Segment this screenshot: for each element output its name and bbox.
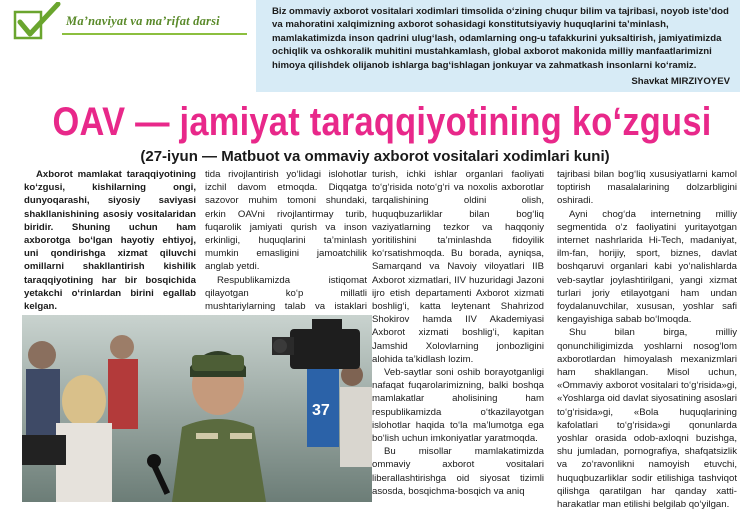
article-headline: OAV — jamiyat taraqqiyotining ko‘zgusi	[52, 100, 712, 144]
column-2-paragraph: tida rivojlantirish yo‘lidagi islohotlar izchil davom etmoqda. Diqqatga sazovor muhim tomoni shundaki, erkin OAVni rivojlantirmay turib, fuqarolik jamiyati qurish va inson erkinligi, huquqlarini ta’minlash mumkin emasligini jamoatchilik anglab yetdi.	[205, 169, 367, 273]
photo-illustration	[22, 315, 372, 502]
column-4-paragraph: Ayni chog‘da internetning milliy segmentida o‘z faoliyatini yuritayotgan internet nashrlarida Hi-Tech, madaniyat, ilm-fan, horijiy, sport, biznes, davlat boshqaruvi organlari kabi yo‘nalishlarda veb-saytlar joylashtirilgani, yangi xizmat turlari joriy etilayotgani ham undan foydalanuvchilar, xususan, yoshlar safi kengayishiga sabab bo‘lmoqda.	[557, 208, 737, 326]
column-4-paragraph: tajribasi bilan bog‘liq xususiyatlarni kamol toptirish masalalarining dolzarbligini oshiradi.	[557, 169, 737, 207]
column-2-paragraph: Respublikamizda istiqomat qilayotgan ko‘p millatli mushtariylarning talab va istaklari	[205, 274, 367, 313]
column-3-paragraph: Bu misollar mamlakatimizda ommaviy axborot vositalari liberallashtirishga oid siyosat tizimli asosda, bosqichma-bosqich va aniq	[372, 446, 544, 497]
section-divider	[62, 33, 247, 35]
quote-text: Biz ommaviy axborot vositalari xodimlari timsolida o‘zining chuqur bilim va tajribasi, noyob iste’dod va mahoratini xalqimizning axborot sohasidagi konstitutsiyaviy huquqlarini ta’minlash, mamlakatimizda inson qadrini ulug‘lash, odamlarning ong-u tafakkurini yuksaltirish, jamiyatimizda ochiqlik va oshkoralik muhitini mustahkamlash, global axborot makonida milliy manfaatlarimizni himoya qilishdek olijanob ishlarga bag‘ishlagan jonkuyar va zahmatkash insonlarni ko‘ramiz.	[272, 6, 729, 71]
quote-box	[256, 0, 740, 92]
article-subheadline: (27-iyun — Matbuot va ommaviy axborot vositalari xodimlari kuni)	[140, 148, 610, 165]
article-column-3	[372, 168, 544, 498]
article-column-4	[557, 168, 737, 511]
column-3-paragraph: turish, ichki ishlar organlari faoliyati to‘g‘risida noto‘g‘ri va noxolis axborotlar tarqalishining oldini olish, huquqbuzarliklar bilan bog‘liq vaziyatlarning tezkor va haqqoniy yoritilishini ta’minlashda fidoyilik ko‘rsatishmoqda. Bu borada, ayniqsa, Samarqand va Navoiy viloyatlari IIB Axborot xizmatlari, IIV huzuridagi Jazoni ijro etish departamenti Axborot xizmati boshlig‘i, katta leytenant Shahrizod Shokirov hamda IIV Akademiyasi Axborot xizmati boshlig‘i, kapitan Jamshid Xolovlarning jonbozligini alohida ta’kidlash lozim.	[372, 169, 544, 365]
article-photo	[22, 315, 372, 502]
article-column-2	[205, 168, 367, 340]
article-column-1	[24, 168, 196, 313]
photo-runner-number: 37	[312, 402, 330, 419]
column-4-paragraph: Shu bilan birga, milliy qonunchiligimizda yoshlarni nosog‘lom axborotlardan himoyalash mexanizmlari ham shakllangan. Misol uchun, «Ommaviy axborot vositalari to‘g‘risida»gi, «Yoshlarga oid davlat siyosatining asoslari to‘g‘risida»gi, «Bola huquqlarining kafolatlari to‘g‘risida»gi qonunlarda yoshlar orasida odob-axloqni buzishga, shu jumladan, pornografiya, shafqatsizlik va zo‘ravonlikni namoyish etuvchi, huquqbuzarliklar sodir etilishiga tashviqot qilishga qaratilgan har qanday xatti-harakatlar man etilishi belgilab qo‘yilgan.	[557, 327, 737, 511]
section-label: Ma’naviyat va ma’rifat darsi	[66, 14, 220, 28]
quote-author: Shavkat MIRZIYOYEV	[631, 76, 730, 87]
section-badge	[0, 0, 255, 50]
column-1-paragraph: Axborot mamlakat taraqqiyotining ko‘zgusi, kishilarning ongi, dunyoqarashi, siyosiy saviyasi shakllanishining asosiy vositalaridan biridir. Shuning uchun ham axborotga bo‘lgan hayotiy ehtiyoj, uni qondirishga xizmat qiluvchi omillarni shakllantirish kishilik taraqqiyotining har bir bosqichida yetakchi o‘rinlardan birini egallab kelgan.	[24, 169, 196, 313]
column-3-paragraph: Veb-saytlar soni oshib borayotganligi nafaqat fuqarolarimizning, balki boshqa mamlakatlar aholisining ham respublikamizda o‘tkazilayotgan islohotlar haqida to‘la ma’lumotga ega bo‘lish uchun imkoniyatlar yaratmoqda.	[372, 367, 544, 445]
checkmark-icon	[12, 2, 62, 42]
